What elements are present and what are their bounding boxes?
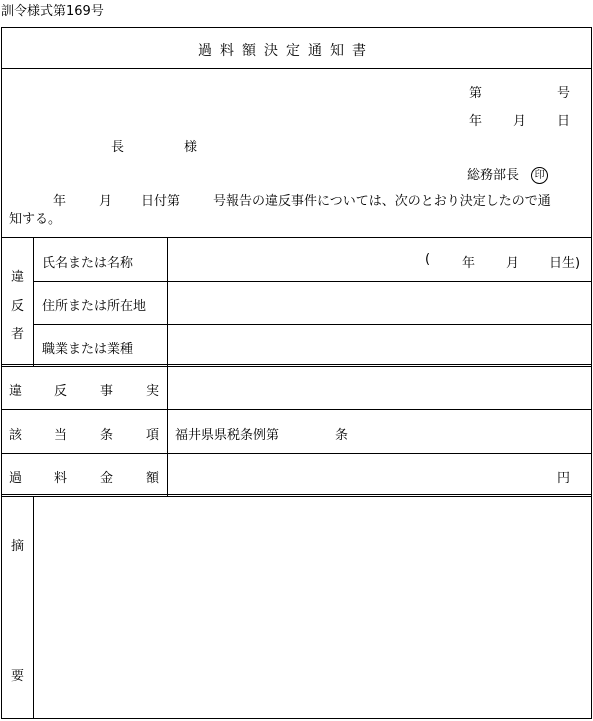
date-day: 日 (557, 114, 571, 129)
violator-label-col (33, 237, 34, 367)
amount-char-1: 過 (9, 471, 23, 486)
value-col (167, 237, 168, 497)
amount-char-3: 金 (100, 471, 114, 486)
facts-char-1: 違 (9, 384, 23, 399)
form-title: 過料額決定通知書 (198, 43, 374, 59)
violator-label-3: 者 (11, 327, 25, 342)
remarks-top: 摘 (11, 539, 25, 554)
violator-divider-3 (1, 364, 592, 367)
form-frame (1, 27, 592, 719)
birth-day: 日生) (549, 256, 581, 271)
clause-char-1: 該 (9, 428, 23, 443)
form-id: 訓令様式第169号 (1, 4, 104, 19)
violator-label-2: 反 (11, 299, 25, 314)
body-sentence-end: 知する。 (9, 212, 62, 227)
facts-char-2: 反 (54, 384, 68, 399)
violator-label-1: 違 (11, 270, 25, 285)
birth-year: 年 (462, 256, 476, 271)
facts-char-4: 実 (146, 384, 160, 399)
facts-char-3: 事 (100, 384, 114, 399)
clause-char-3: 条 (100, 428, 114, 443)
birth-month: 月 (506, 256, 520, 271)
birth-open: ( (425, 252, 431, 267)
violator-divider-1 (34, 281, 592, 282)
clause-char-4: 項 (146, 428, 160, 443)
addressee-chief: 長 (111, 140, 125, 155)
violator-divider-2 (34, 324, 592, 325)
body-year: 年 (53, 194, 67, 209)
remarks-bottom: 要 (11, 669, 25, 684)
yen-unit: 円 (557, 471, 571, 486)
date-year: 年 (469, 114, 483, 129)
number-dai: 第 (469, 86, 483, 101)
body-sentence: 号報告の違反事件については、次のとおり決定したので通 (213, 194, 551, 209)
facts-divider (1, 409, 592, 410)
clause-divider (1, 453, 592, 454)
amount-divider (1, 494, 592, 497)
title-divider (1, 68, 592, 69)
issuer-title: 総務部長 (467, 168, 520, 183)
issuer (467, 164, 548, 184)
number-go: 号 (557, 86, 571, 101)
clause-suffix: 条 (335, 428, 349, 443)
date-month: 月 (513, 114, 527, 129)
address-label: 住所または所在地 (42, 299, 147, 314)
body-month: 月 (99, 194, 113, 209)
body-date-no: 日付第 (141, 194, 181, 209)
header-divider (1, 237, 592, 238)
occupation-label: 職業または業種 (42, 342, 134, 357)
remarks-col (33, 497, 34, 719)
amount-char-2: 料 (54, 471, 68, 486)
name-label: 氏名または名称 (42, 256, 134, 271)
addressee-sama: 様 (184, 140, 198, 155)
seal-mark: 印 (531, 167, 548, 184)
amount-char-4: 額 (146, 471, 160, 486)
clause-prefix: 福井県県税条例第 (175, 428, 280, 443)
clause-char-2: 当 (54, 428, 68, 443)
